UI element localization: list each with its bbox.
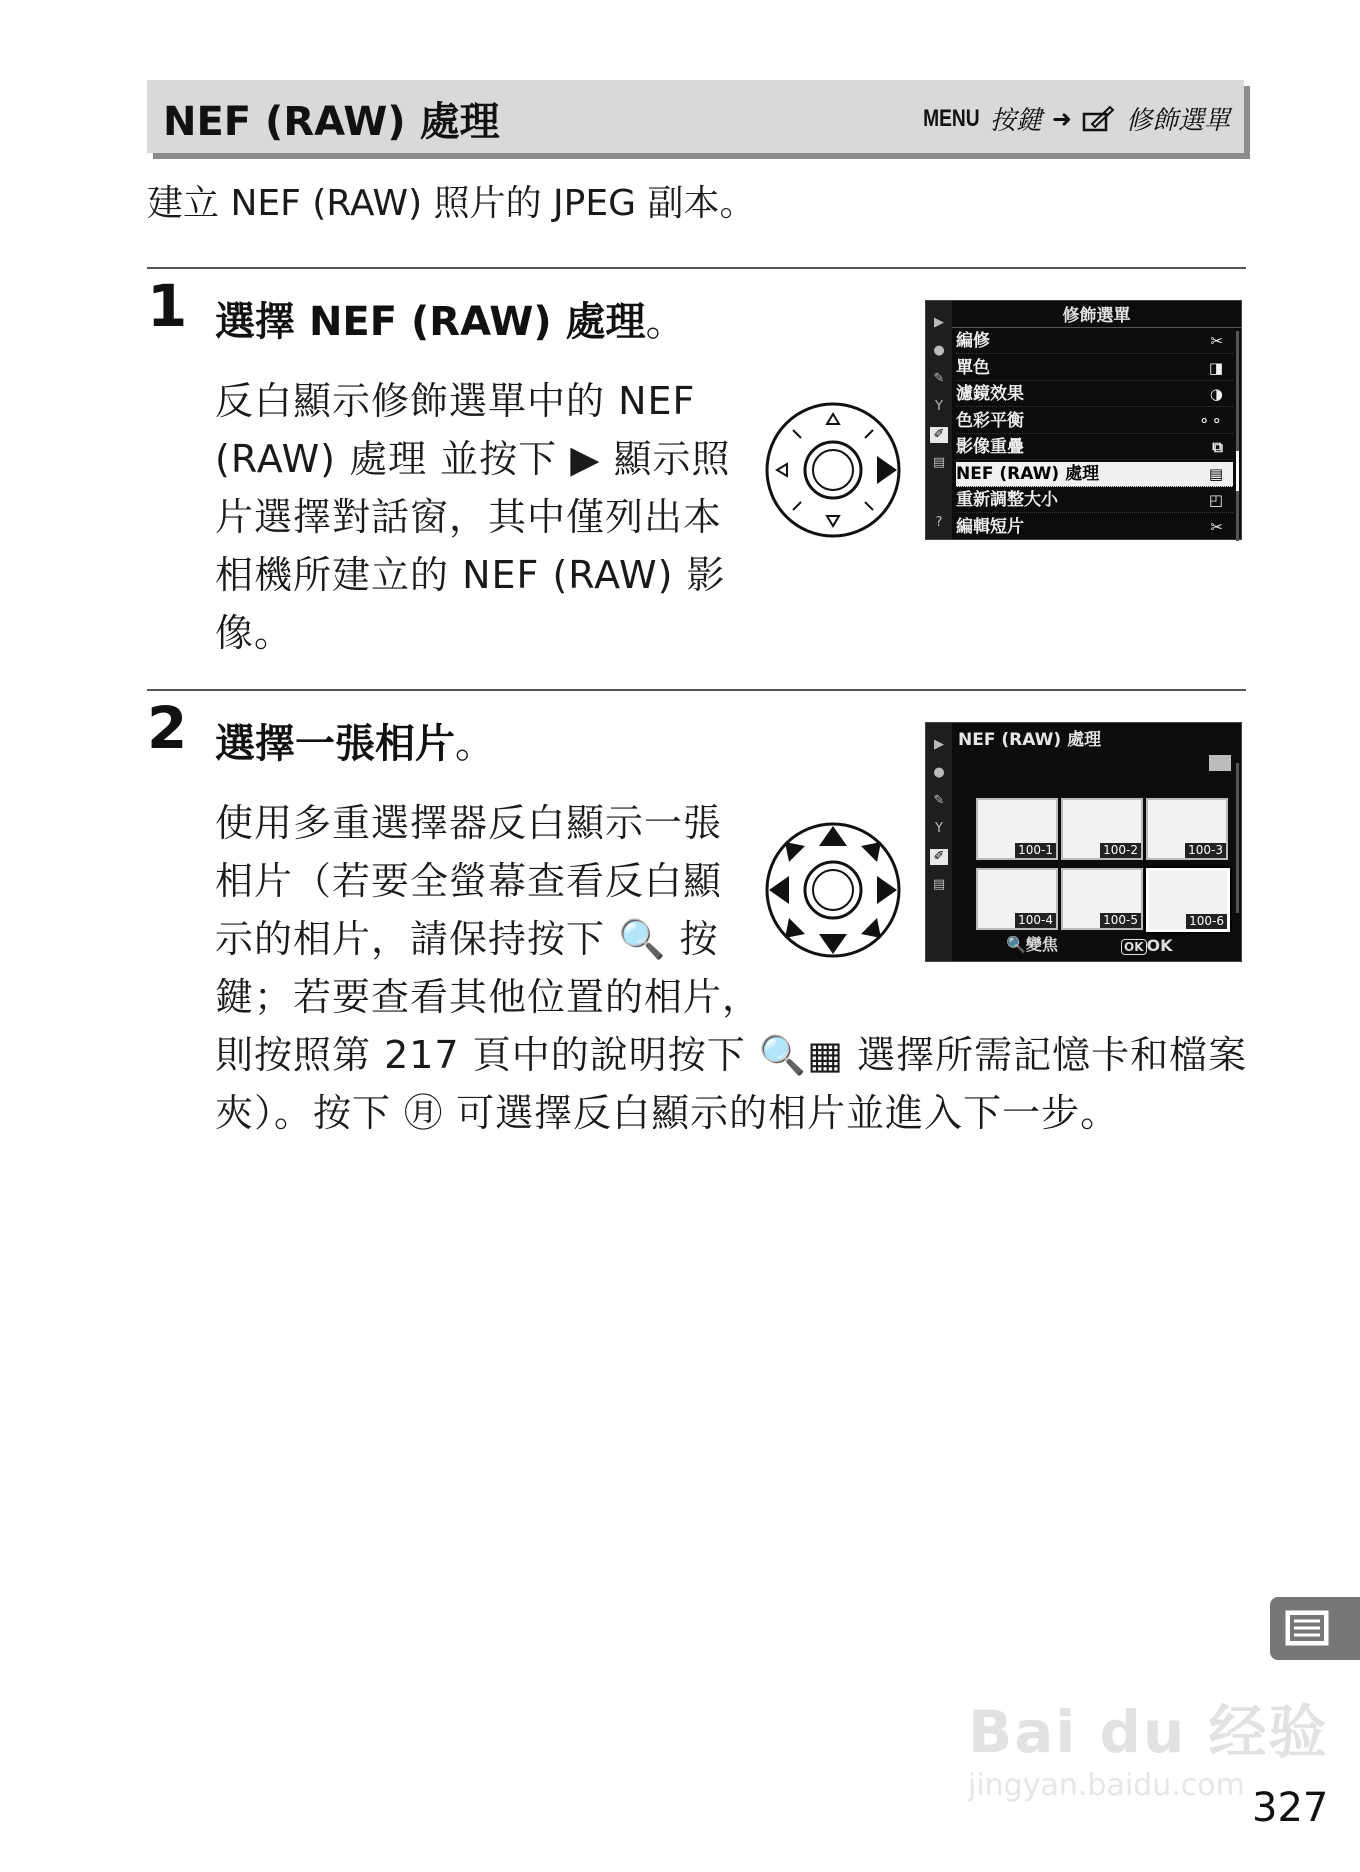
screen-title: NEF (RAW) 處理	[958, 730, 1102, 750]
menu-item-label: 編輯短片	[956, 516, 1024, 537]
shooting-tab-icon: ●	[933, 765, 945, 780]
menu-item-icon: ◰	[1208, 491, 1223, 509]
arrow-icon: ➜	[1051, 104, 1072, 133]
retouch-tab-icon: ✐	[930, 427, 948, 443]
step-number: 1	[147, 272, 188, 340]
photo-thumbnail-selected[interactable]: 100-6	[1146, 868, 1230, 932]
menu-item[interactable]	[956, 356, 1233, 381]
step-title-prefix: 選擇	[215, 299, 309, 345]
menu-item-label: 單色	[956, 357, 990, 378]
menu-item[interactable]	[956, 515, 1233, 540]
menu-item-icon: ◑	[1209, 385, 1223, 403]
multi-selector-right-icon	[763, 400, 903, 540]
divider	[147, 689, 1246, 691]
watermark-url: jingyan.baidu.com	[968, 1768, 1245, 1803]
retouch-menu-name: 修飾選單	[1125, 106, 1230, 136]
menu-title: 修飾選單	[952, 301, 1241, 328]
menu-item-label: 重新調整大小	[956, 490, 1058, 510]
watermark-logo: Bai du 经验	[968, 1698, 1329, 1766]
section-title: NEF (RAW) 處理	[163, 99, 500, 145]
menu-item-label: NEF (RAW) 處理	[956, 463, 1100, 484]
custom-tab-icon: ✎	[933, 371, 945, 386]
photo-select-screen	[925, 722, 1242, 962]
menu-tabs	[926, 723, 952, 961]
menu-item-label: 影像重疊	[956, 437, 1024, 457]
menu-item-label: 編修	[956, 331, 990, 351]
button-word: 按鍵	[989, 106, 1042, 136]
step-number: 2	[147, 694, 188, 762]
list-icon	[1270, 1597, 1360, 1660]
menu-item-icon: ▤	[1208, 464, 1223, 483]
body-line: 相片（若要全螢幕查看反白顯	[215, 859, 723, 903]
body-line: 使用多重選擇器反白顯示一張	[215, 801, 723, 845]
body-line: 示的相片，請保持按下 🔍 按	[215, 917, 719, 961]
retouch-menu-screen	[925, 300, 1242, 540]
help-tab-icon: ?	[935, 515, 943, 530]
menu-key-label: MENU	[923, 104, 980, 132]
setup-tab-icon: Y	[935, 821, 943, 836]
step-title-strong: 選擇一張相片	[215, 721, 455, 767]
setup-tab-icon: Y	[935, 399, 943, 414]
photo-thumbnail[interactable]: 100-3	[1146, 798, 1228, 860]
zoom-hint: 🔍變焦	[1006, 935, 1058, 954]
menu-item[interactable]	[956, 462, 1233, 487]
menu-item-icon: ✂	[1210, 517, 1223, 536]
body-line: 片選擇對話窗，其中僅列出本	[215, 495, 723, 539]
menu-item[interactable]	[956, 329, 1233, 354]
scrollbar	[1236, 331, 1239, 541]
shooting-tab-icon: ●	[933, 343, 945, 358]
menu-path	[909, 100, 1230, 137]
menu-item[interactable]	[956, 435, 1233, 460]
card-slot-icon	[1209, 755, 1231, 771]
body-line: 像。	[215, 611, 294, 655]
body-line: 鍵；若要查看其他位置的相片，	[215, 975, 762, 1019]
step1-body	[215, 372, 745, 662]
menu-item-icon: ◨	[1208, 358, 1223, 377]
body-line: 相機所建立的 NEF (RAW) 影	[215, 553, 726, 597]
menu-item-icon: ⚬⚬	[1197, 411, 1223, 430]
body-line: (RAW) 處理 並按下 ▶ 顯示照	[215, 437, 731, 481]
playback-tab-icon: ▶	[934, 315, 944, 330]
divider	[147, 267, 1246, 269]
step-title-suffix: 。	[455, 721, 495, 767]
playback-tab-icon: ▶	[934, 737, 944, 752]
custom-tab-icon: ✎	[933, 793, 945, 808]
menu-item-label: 色彩平衡	[956, 410, 1024, 431]
mymenu-tab-icon: ▤	[932, 877, 946, 892]
menu-item-icon: ⧉	[1212, 438, 1223, 456]
step-title-strong: NEF (RAW) 處理	[308, 299, 646, 345]
menu-item[interactable]	[956, 488, 1233, 513]
menu-item[interactable]	[956, 382, 1233, 407]
menu-item-icon: ✂	[1210, 332, 1223, 350]
body-line: 反白顯示修飾選單中的 NEF	[215, 379, 696, 423]
scrollbar	[1236, 763, 1239, 913]
ok-hint: OK OK	[1121, 936, 1173, 955]
retouch-menu-icon	[1082, 104, 1116, 134]
menu-item[interactable]	[956, 409, 1233, 434]
body-line: 則按照第 217 頁中的說明按下 🔍▦ 選擇所需記憶卡和檔案	[215, 1033, 1248, 1077]
menu-tabs	[926, 301, 952, 539]
zoom-icon: 🔍	[1006, 935, 1026, 954]
step-title	[215, 712, 495, 769]
body-line: 夾）。按下 ㊊ 可選擇反白顯示的相片並進入下一步。	[215, 1091, 1120, 1135]
step-title-suffix: 。	[645, 299, 686, 345]
step-title	[215, 290, 686, 347]
menu-guide-tab[interactable]	[1270, 1597, 1360, 1660]
mymenu-tab-icon: ▤	[932, 455, 946, 470]
photo-thumbnail[interactable]: 100-1	[976, 798, 1058, 860]
multi-selector-all-icon	[763, 820, 903, 960]
photo-thumbnail[interactable]: 100-5	[1061, 868, 1143, 930]
photo-thumbnail[interactable]: 100-2	[1061, 798, 1143, 860]
ok-icon: OK	[1121, 939, 1147, 955]
page-number: 327	[1252, 1785, 1329, 1831]
menu-item-label: 濾鏡效果	[956, 384, 1024, 404]
photo-thumbnail[interactable]: 100-4	[976, 868, 1058, 930]
retouch-tab-icon: ✐	[930, 849, 948, 865]
intro-text: 建立 NEF (RAW) 照片的 JPEG 副本。	[147, 183, 756, 224]
